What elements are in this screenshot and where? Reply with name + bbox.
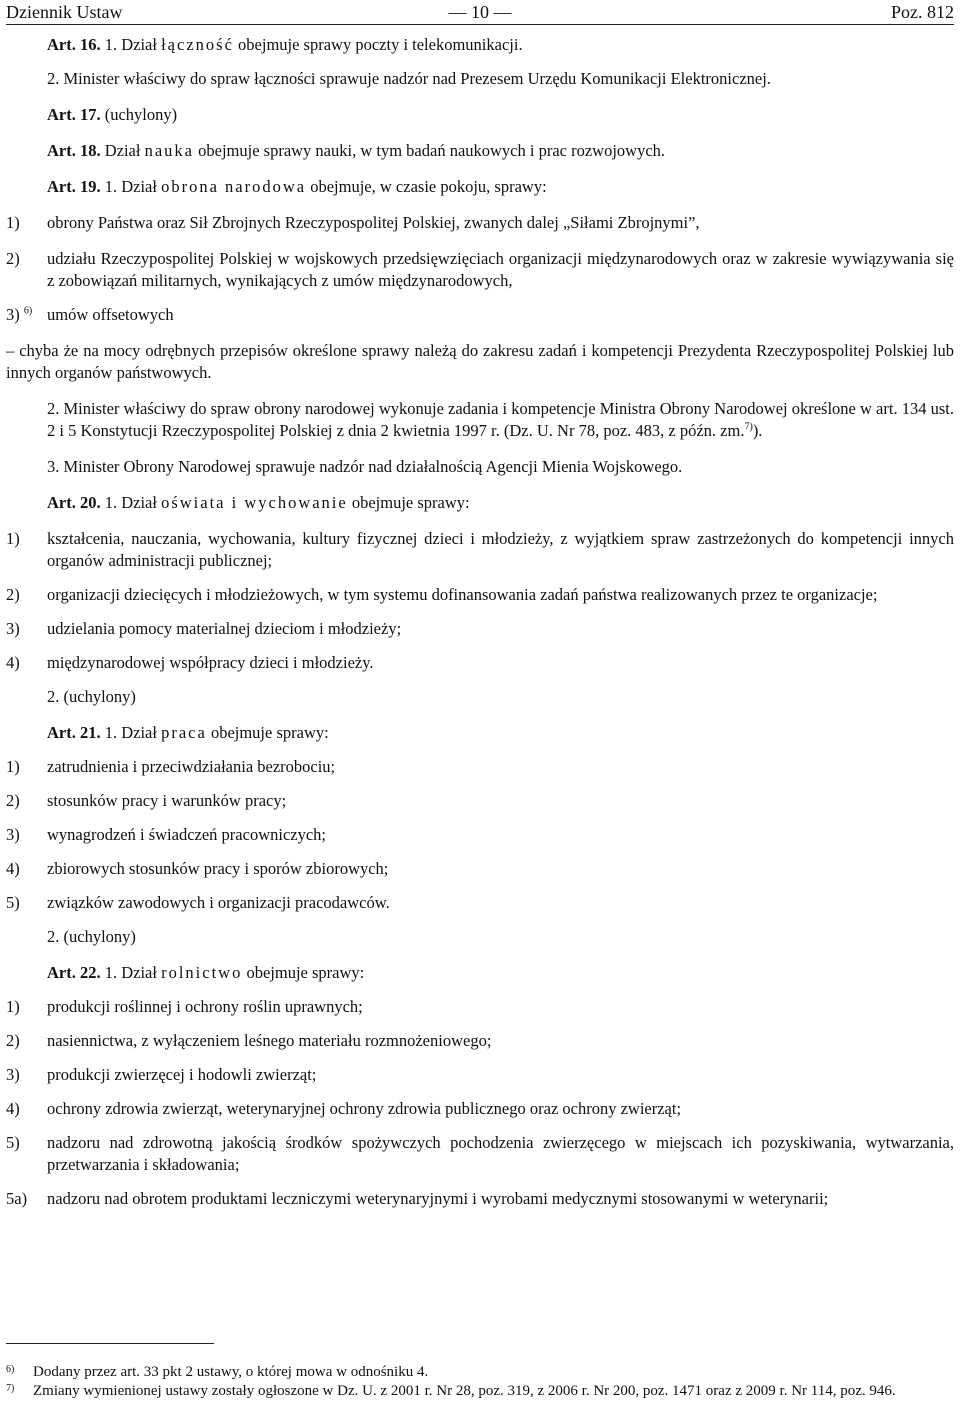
art21-para2: 2. (uchylony) xyxy=(47,927,136,946)
art22-para1 xyxy=(6,962,954,984)
item-number: 5) xyxy=(6,893,20,912)
art20-para2: 2. (uchylony) xyxy=(47,687,136,706)
art18-post: obejmuje sprawy nauki, w tym badań naukowych i prac rozwojowych. xyxy=(194,141,666,160)
art18-pre: Dział xyxy=(100,141,145,160)
art17 xyxy=(6,104,954,126)
item-number: 3) xyxy=(6,1065,20,1084)
item-text: produkcji zwierzęcej i hodowli zwierząt; xyxy=(47,1065,317,1084)
art22-label: Art. 22. xyxy=(47,963,101,982)
list-item xyxy=(6,1098,954,1120)
item-text: nasiennictwa, z wyłączeniem leśnego materiału rozmnożeniowego; xyxy=(47,1031,492,1050)
art20-label: Art. 20. xyxy=(47,493,101,512)
art18-dept-name: nauka xyxy=(144,141,194,160)
item-number: 2) xyxy=(6,249,20,268)
art20-para1 xyxy=(6,492,954,514)
art22-dept-name: rolnictwo xyxy=(161,963,243,982)
item-number: 1) xyxy=(6,997,20,1016)
item-text: udziału Rzeczypospolitej Polskiej w wojskowych przedsięwzięciach organizacji międzynarodowych oraz w zakresie wywiązywania się z zobowiązań militarnych, wynikających z umów międzynarodowych, xyxy=(47,249,954,290)
footnote xyxy=(6,1363,954,1382)
art16-dept-name: łączność xyxy=(161,35,234,54)
item-number: 2) xyxy=(6,585,20,604)
item-text: zatrudnienia i przeciwdziałania bezrobociu; xyxy=(47,757,336,776)
item-number: 1) xyxy=(6,529,20,548)
art21-post: obejmuje sprawy: xyxy=(206,723,329,742)
item-number: 3) xyxy=(6,825,20,844)
art20-pre: 1. Dział xyxy=(100,493,162,512)
item-text: produkcji roślinnej i ochrony roślin uprawnych; xyxy=(47,997,363,1016)
list-item xyxy=(6,652,954,674)
art16-para1 xyxy=(6,34,954,56)
item-number-value: 3) xyxy=(6,305,20,324)
list-item xyxy=(6,584,954,606)
item-number: 5a) xyxy=(6,1189,28,1208)
item-number: 4) xyxy=(6,859,20,878)
footnotes xyxy=(6,1363,954,1401)
list-item xyxy=(6,212,954,234)
art22-post: obejmuje sprawy: xyxy=(242,963,365,982)
art16-label: Art. 16. xyxy=(47,35,101,54)
art20-dept-name: oświata i wychowanie xyxy=(161,493,348,512)
item-number: 5) xyxy=(6,1133,20,1152)
item-text: stosunków pracy i warunków pracy; xyxy=(47,791,287,810)
list-item xyxy=(6,304,954,326)
art21-dept-name: praca xyxy=(161,723,207,742)
item-number: 1) xyxy=(6,213,20,232)
art16-post: obejmuje sprawy poczty i telekomunikacji. xyxy=(233,35,523,54)
item-text: kształcenia, nauczania, wychowania, kultury fizycznej dzieci i młodzieży, z wyjątkiem spraw zastrzeżonych do kompetencji innych organów administracji publicznej; xyxy=(47,529,954,570)
item-number: 4) xyxy=(6,653,20,672)
item-number: 1) xyxy=(6,757,20,776)
list-item xyxy=(6,1188,954,1210)
art17-label: Art. 17. xyxy=(47,105,101,124)
item-text: międzynarodowej współpracy dzieci i młodzieży. xyxy=(47,653,374,672)
footnote-mark: 6) xyxy=(6,1364,15,1375)
item-text: zbiorowych stosunków pracy i sporów zbiorowych; xyxy=(47,859,389,878)
item-text: nadzoru nad obrotem produktami leczniczymi weterynaryjnymi i wyrobami medycznymi stosowanymi w weterynarii; xyxy=(47,1189,829,1208)
footnote-text: Zmiany wymienionej ustawy zostały ogłoszone w Dz. U. z 2001 r. Nr 28, poz. 319, z 2006 r. Nr 200, poz. 1471 oraz z 2009 r. Nr 114, poz. 946. xyxy=(33,1383,896,1399)
footnote-text: Dodany przez art. 33 pkt 2 ustawy, o której mowa w odnośniku 4. xyxy=(33,1364,429,1380)
list-item xyxy=(6,528,954,572)
footnote-mark: 7) xyxy=(6,1383,15,1394)
art19-para2 xyxy=(6,398,954,442)
art19-p2-end: ). xyxy=(752,421,763,440)
position-number: Poz. 812 xyxy=(891,2,954,22)
art19-p2-text: 2. Minister właściwy do spraw obrony narodowej wykonuje zadania i kompetencje Ministra Obrony Narodowej określone w art. 134 ust. 2 i 5 Konstytucji Rzeczypospolitej Polskiej z dnia 2 kwietnia 1997 r. (Dz. U. Nr 78, poz. 483, z późn. zm. xyxy=(47,399,954,440)
item-text: wynagrodzeń i świadczeń pracowniczych; xyxy=(47,825,327,844)
art19-label: Art. 19. xyxy=(47,177,101,196)
art19-para1 xyxy=(6,176,954,198)
list-item xyxy=(6,824,954,846)
art18 xyxy=(6,140,954,162)
item-text: obrony Państwa oraz Sił Zbrojnych Rzeczypospolitej Polskiej, zwanych dalej „Siłami Zbrojnymi”, xyxy=(47,213,700,232)
list-item xyxy=(6,1132,954,1176)
art20-post: obejmuje sprawy: xyxy=(347,493,470,512)
list-item xyxy=(6,892,954,914)
art19-pre: 1. Dział xyxy=(100,177,162,196)
item-text: ochrony zdrowia zwierząt, weterynaryjnej ochrony zdrowia publicznego oraz ochrony zwierząt; xyxy=(47,1099,682,1118)
item-number: 3) xyxy=(6,619,20,638)
art16-pre: 1. Dział xyxy=(100,35,162,54)
art19-tail: – chyba że na mocy odrębnych przepisów określone sprawy należą do zakresu zadań i kompetencji Prezydenta Rzeczypospolitej Polskiej lub innych organów państwowych. xyxy=(6,341,954,382)
footnote-ref: 7) xyxy=(744,421,753,433)
document-body xyxy=(6,34,954,1210)
list-item xyxy=(6,756,954,778)
art19-para3: 3. Minister Obrony Narodowej sprawuje nadzór nad działalnością Agencji Mienia Wojskowego. xyxy=(47,457,683,476)
footnote-rule xyxy=(6,1343,214,1344)
page-header xyxy=(6,2,954,24)
list-item xyxy=(6,1030,954,1052)
list-item xyxy=(6,858,954,880)
art19-post: obejmuje, w czasie pokoju, sprawy: xyxy=(306,177,547,196)
art22-pre: 1. Dział xyxy=(100,963,162,982)
footnote xyxy=(6,1382,954,1401)
item-text: związków zawodowych i organizacji pracodawców. xyxy=(47,893,390,912)
item-text: udzielania pomocy materialnej dzieciom i młodzieży; xyxy=(47,619,402,638)
item-number: 4) xyxy=(6,1099,20,1118)
item-text: organizacji dziecięcych i młodzieżowych, w tym systemu dofinansowania zadań państwa realizowanych przez te organizacje; xyxy=(47,585,878,604)
list-item xyxy=(6,996,954,1018)
item-number xyxy=(6,304,47,326)
journal-title: Dziennik Ustaw xyxy=(6,2,123,22)
list-item xyxy=(6,790,954,812)
footnote-ref: 6) xyxy=(23,305,33,317)
item-number: 2) xyxy=(6,791,20,810)
header-rule xyxy=(6,24,954,25)
list-item xyxy=(6,618,954,640)
art18-label: Art. 18. xyxy=(47,141,101,160)
list-item xyxy=(6,1064,954,1086)
list-item xyxy=(6,248,954,292)
art21-pre: 1. Dział xyxy=(100,723,162,742)
art16-para2: 2. Minister właściwy do spraw łączności sprawuje nadzór nad Prezesem Urzędu Komunikacji Elektronicznej. xyxy=(47,69,771,88)
art19-dept-name: obrona narodowa xyxy=(161,177,307,196)
page-number: — 10 — xyxy=(448,2,512,22)
item-text: nadzoru nad zdrowotną jakością środków spożywczych pochodzenia zwierzęcego w miejscach ich pozyskiwania, wytwarzania, przetwarzania i składowania; xyxy=(47,1133,954,1174)
art21-label: Art. 21. xyxy=(47,723,101,742)
art17-text: (uchylony) xyxy=(100,105,178,124)
art21-para1 xyxy=(6,722,954,744)
item-text: umów offsetowych xyxy=(47,305,174,324)
item-number: 2) xyxy=(6,1031,20,1050)
